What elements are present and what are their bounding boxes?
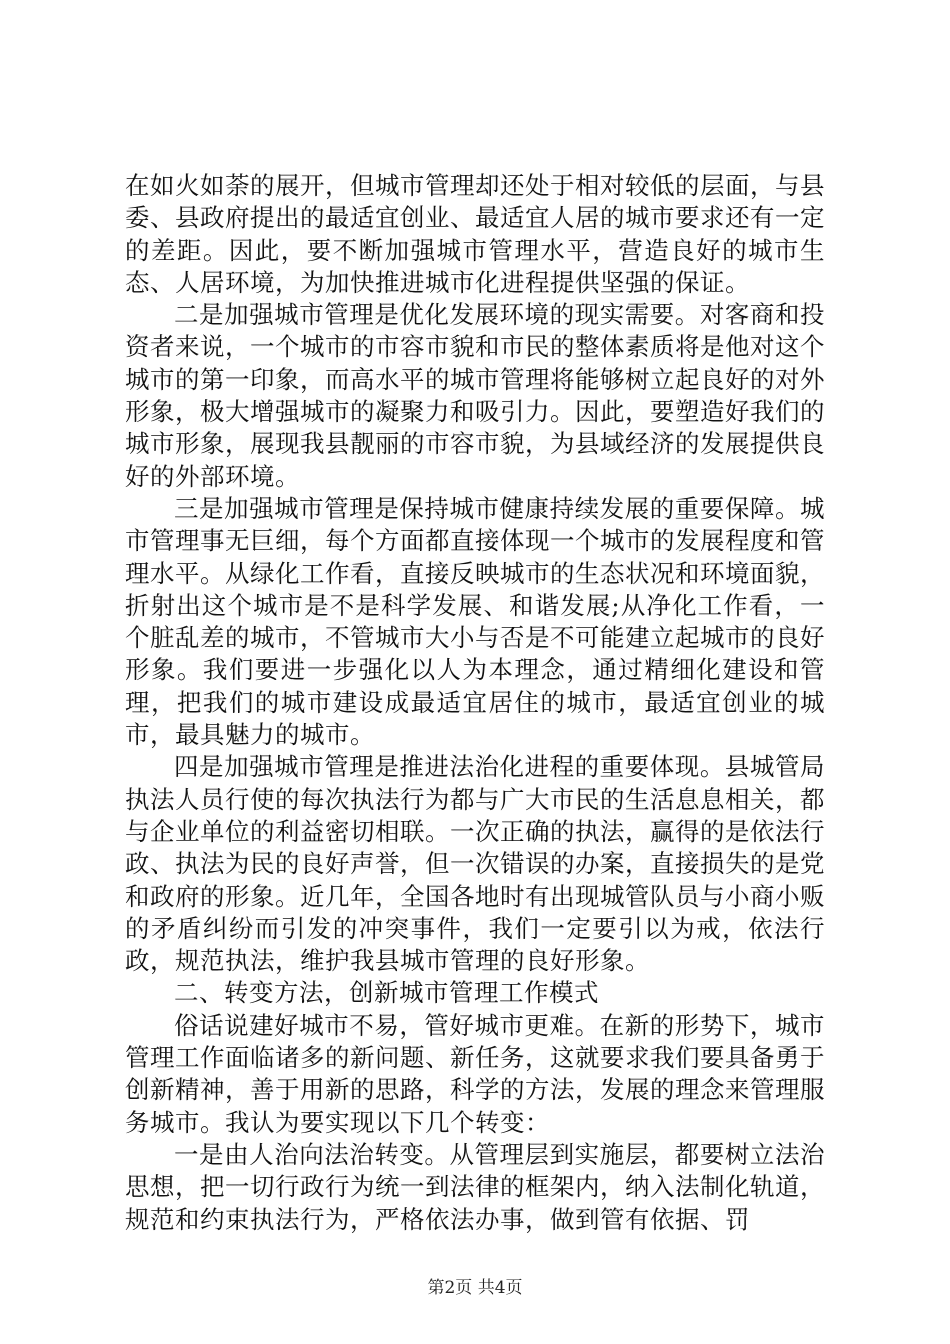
document-body — [125, 170, 825, 1236]
paragraph-section-intro: 俗话说建好城市不易，管好城市更难。在新的形势下，城市管理工作面临诸多的新问题、新任务，这就要求我们要具备勇于创新精神，善于用新的思路，科学的方法，发展的理念来管理服务城市。我认为要实现以下几个转变： — [125, 1010, 825, 1137]
paragraph-point-four: 四是加强城市管理是推进法治化进程的重要体现。县城管局执法人员行使的每次执法行为都与广大市民的生活息息相关，都与企业单位的利益密切相联。一次正确的执法，赢得的是依法行政、执法为民的良好声誉，但一次错误的办案，直接损失的是党和政府的形象。近几年，全国各地时有出现城管队员与小商小贩的矛盾纠纷而引发的冲突事件，我们一定要引以为戒，依法行政，规范执法，维护我县城市管理的良好形象。 — [125, 752, 825, 976]
page-number: 第2页 共4页 — [427, 1278, 523, 1298]
paragraph-transition-one: 一是由人治向法治转变。从管理层到实施层，都要树立法治思想，把一切行政行为统一到法律的框架内，纳入法制化轨道，规范和约束执法行为，严格依法办事，做到管有依据、罚 — [125, 1139, 825, 1234]
paragraph-continuation: 在如火如荼的展开，但城市管理却还处于相对较低的层面，与县委、县政府提出的最适宜创业、最适宜人居的城市要求还有一定的差距。因此，要不断加强城市管理水平，营造良好的城市生态、人居环境，为加快推进城市化进程提供坚强的保证。 — [125, 171, 825, 297]
paragraph-point-two: 二是加强城市管理是优化发展环境的现实需要。对客商和投资者来说，一个城市的市容市貌和市民的整体素质将是他对这个城市的第一印象，而高水平的城市管理将能够树立起良好的对外形象，极大增强城市的凝聚力和吸引力。因此，要塑造好我们的城市形象，展现我县靓丽的市容市貌，为县域经济的发展提供良好的外部环境。 — [125, 300, 825, 491]
section-heading: 二、转变方法，创新城市管理工作模式 — [174, 978, 599, 1008]
paragraph-point-three: 三是加强城市管理是保持城市健康持续发展的重要保障。城市管理事无巨细，每个方面都直接体现一个城市的发展程度和管理水平。从绿化工作看，直接反映城市的生态状况和环境面貌，折射出这个城市是不是科学发展、和谐发展;从净化工作看，一个脏乱差的城市，不管城市大小与否是不可能建立起城市的良好形象。我们要进一步强化以人为本理念，通过精细化建设和管理，把我们的城市建设成最适宜居住的城市，最适宜创业的城市，最具魅力的城市。 — [125, 493, 825, 750]
